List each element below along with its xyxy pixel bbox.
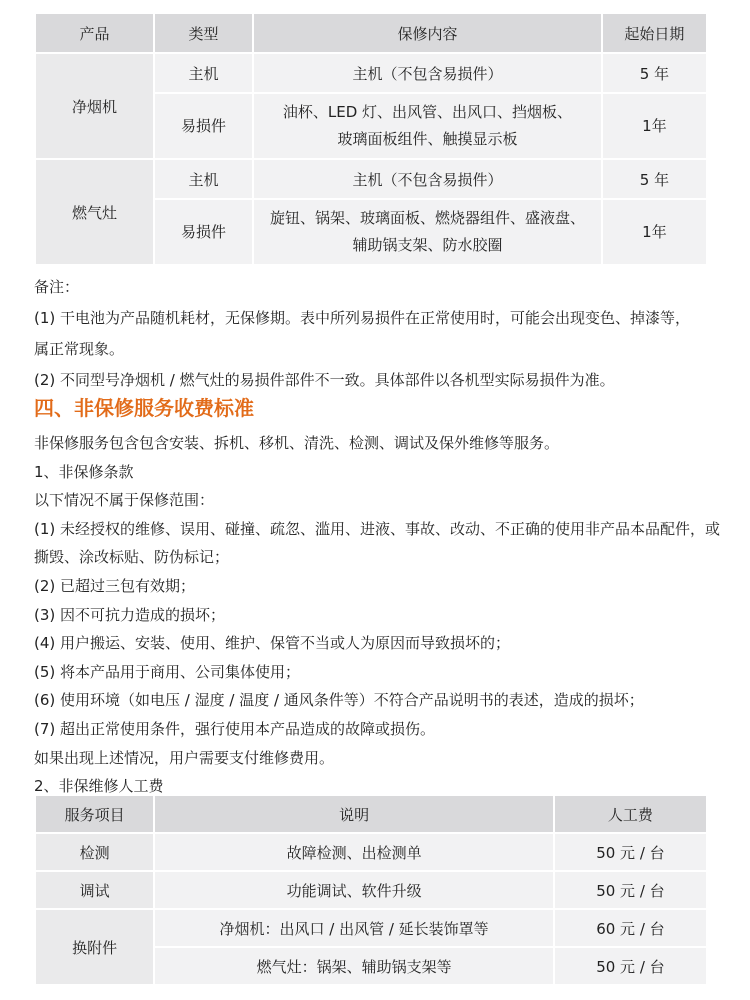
fee-table [34, 794, 708, 986]
paragraph: (2) 已超过三包有效期； [34, 576, 196, 595]
content-line: 旋钮、锅架、玻璃面板、燃烧器组件、盛液盘、 [269, 209, 585, 227]
notes-title: 备注： [34, 278, 80, 296]
header-type: 类型 [155, 14, 252, 52]
content-line: 辅助锅支架、防水胶圈 [352, 236, 503, 254]
type-cell: 主机 [155, 54, 252, 92]
description-cell: 净烟机：出风口 / 出风管 / 延长装饰罩等 [155, 910, 553, 946]
paragraph: 1、非保修条款 [34, 462, 134, 481]
header-labor-fee: 人工费 [555, 796, 706, 832]
table-row [36, 160, 706, 198]
period-cell: 5 年 [603, 160, 706, 198]
period-cell: 1年 [603, 200, 706, 264]
fee-cell: 60 元 / 台 [555, 910, 706, 946]
service-item-cell: 换附件 [36, 910, 153, 984]
table-row [36, 54, 706, 92]
content-cell: 主机（不包含易损件） [254, 160, 601, 198]
product-cell: 燃气灶 [36, 160, 153, 264]
table-header-row [36, 796, 706, 832]
description-cell: 故障检测、出检测单 [155, 834, 553, 870]
paragraph: 以下情况不属于保修范围： [34, 491, 215, 510]
period-cell: 5 年 [603, 54, 706, 92]
table-row [36, 834, 706, 870]
note-line: (1) 干电池为产品随机耗材，无保修期。表中所列易损件在正常使用时，可能会出现变色、掉漆等， [34, 309, 691, 327]
table-row [36, 910, 706, 946]
fee-cell: 50 元 / 台 [555, 834, 706, 870]
paragraph: 如果出现上述情况，用户需要支付维修费用。 [34, 748, 335, 767]
fee-cell: 50 元 / 台 [555, 948, 706, 984]
note-line: 属正常现象。 [34, 340, 125, 358]
header-product: 产品 [36, 14, 153, 52]
paragraph: (3) 因不可抗力造成的损坏； [34, 605, 226, 624]
table-row [36, 872, 706, 908]
paragraph: (7) 超出正常使用条件，强行使用本产品造成的故障或损伤。 [34, 719, 436, 738]
period-cell: 1年 [603, 94, 706, 158]
paragraph: (5) 将本产品用于商用、公司集体使用； [34, 662, 301, 681]
warranty-table [34, 12, 708, 266]
paragraph: 撕毁、涂改标贴、防伪标记； [34, 548, 230, 567]
paragraph: (4) 用户搬运、安装、使用、维护、保管不当或人为原因而导致损坏的； [34, 634, 511, 653]
content-cell [254, 94, 601, 158]
description-cell: 功能调试、软件升级 [155, 872, 553, 908]
content-cell [254, 200, 601, 264]
type-cell: 易损件 [155, 94, 252, 158]
paragraph: 非保修服务包含包含安装、拆机、移机、清洗、检测、调试及保外维修等服务。 [34, 434, 560, 452]
product-cell: 净烟机 [36, 54, 153, 158]
header-description: 说明 [155, 796, 553, 832]
service-item-cell: 调试 [36, 872, 153, 908]
paragraph: 2、非保维修人工费 [34, 777, 164, 796]
header-content: 保修内容 [254, 14, 601, 52]
note-line: (2) 不同型号净烟机 / 燃气灶的易损件部件不一致。具体部件以各机型实际易损件为准。 [34, 371, 615, 389]
type-cell: 易损件 [155, 200, 252, 264]
paragraph: (1) 未经授权的维修、误用、碰撞、疏忽、滥用、进液、事故、改动、不正确的使用非产品本品配件，或 [34, 519, 721, 538]
notes [34, 272, 724, 396]
description-cell: 燃气灶：锅架、辅助锅支架等 [155, 948, 553, 984]
table-header-row [36, 14, 706, 52]
content-line: 油杯、LED 灯、出风管、出风口、挡烟板、 [282, 103, 573, 121]
section-non-warranty [34, 393, 724, 801]
fee-cell: 50 元 / 台 [555, 872, 706, 908]
content-line: 玻璃面板组件、触摸显示板 [337, 130, 518, 148]
paragraph: (6) 使用环境（如电压 / 湿度 / 温度 / 通风条件等）不符合产品说明书的表述，造成的损坏； [34, 691, 644, 710]
section-title: 四、非保修服务收费标准 [34, 396, 254, 420]
header-start-date: 起始日期 [603, 14, 706, 52]
type-cell: 主机 [155, 160, 252, 198]
content-cell: 主机（不包含易损件） [254, 54, 601, 92]
service-item-cell: 检测 [36, 834, 153, 870]
header-service-item: 服务项目 [36, 796, 153, 832]
